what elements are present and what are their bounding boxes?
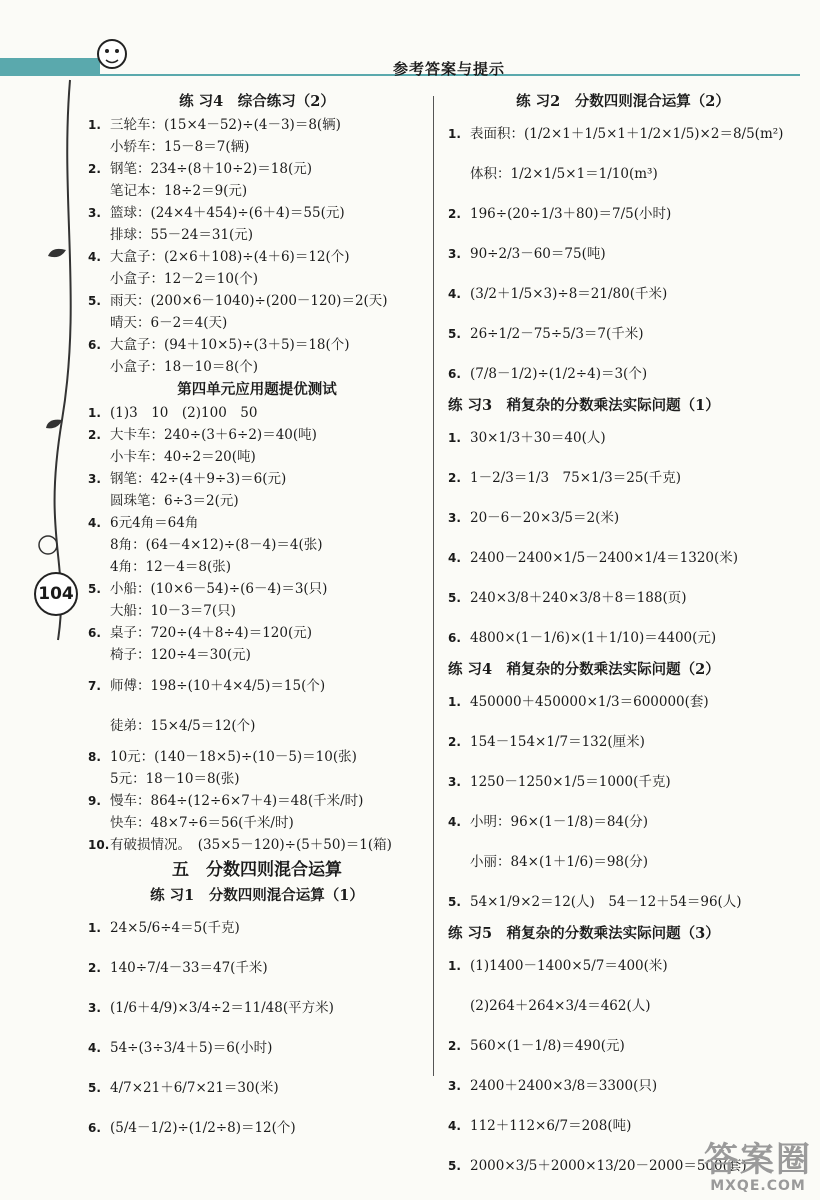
answer-item bbox=[88, 746, 426, 790]
answer-number: 9. bbox=[88, 794, 101, 808]
answer-item bbox=[88, 948, 426, 988]
answer-line: 54÷(3÷3/4＋5)＝6(小时) bbox=[110, 1040, 273, 1056]
answer-line: 450000＋450000×1/3＝600000(套) bbox=[470, 694, 709, 710]
answer-item bbox=[88, 334, 426, 378]
answer-number: 2. bbox=[448, 735, 461, 749]
answer-line: 6元4角＝64角 bbox=[110, 515, 199, 531]
answer-item bbox=[448, 234, 798, 274]
answer-number: 3. bbox=[88, 206, 101, 220]
answer-number: 1. bbox=[448, 695, 461, 709]
page-header-title: 参考答案与提示 bbox=[393, 60, 506, 78]
answer-item bbox=[448, 946, 798, 1026]
answer-item bbox=[448, 418, 798, 458]
answer-line: 椅子：120÷4＝30(元) bbox=[110, 647, 251, 663]
answer-number: 5. bbox=[448, 1159, 461, 1173]
answer-item bbox=[88, 1028, 426, 1068]
answer-item bbox=[448, 802, 798, 882]
answer-item bbox=[88, 402, 426, 424]
answer-number: 1. bbox=[448, 127, 461, 141]
answer-number: 5. bbox=[448, 327, 461, 341]
answer-item bbox=[448, 458, 798, 498]
answer-number: 4. bbox=[448, 551, 461, 565]
answer-line: 篮球：(24×4＋454)÷(6＋4)＝55(元) bbox=[110, 205, 345, 221]
page-number: 104 bbox=[34, 572, 78, 616]
answer-line: 26÷1/2－75÷5/3＝7(千米) bbox=[470, 326, 644, 342]
watermark-logo-text: 答案圈 bbox=[704, 1140, 812, 1180]
answer-line: 112＋112×6/7＝208(吨) bbox=[470, 1118, 632, 1134]
answer-item bbox=[448, 682, 798, 722]
answer-line: (1/6＋4/9)×3/4÷2＝11/48(平方米) bbox=[110, 1000, 334, 1016]
answer-number: 6. bbox=[88, 338, 101, 352]
answer-line: 4800×(1－1/6)×(1＋1/10)＝4400(元) bbox=[470, 630, 717, 646]
answer-item bbox=[448, 354, 798, 394]
answer-line: 4/7×21＋6/7×21＝30(米) bbox=[110, 1080, 279, 1096]
answer-number: 1. bbox=[448, 959, 461, 973]
answer-line: 小盒子：18－10＝8(个) bbox=[110, 359, 258, 375]
answer-number: 4. bbox=[448, 287, 461, 301]
answer-line: 560×(1－1/8)＝490(元) bbox=[470, 1038, 625, 1054]
section-heading: 第四单元应用题提优测试 bbox=[177, 381, 337, 398]
column-divider bbox=[433, 96, 434, 1076]
answer-item bbox=[88, 424, 426, 468]
answer-number: 3. bbox=[88, 1001, 101, 1015]
answer-item bbox=[88, 468, 426, 512]
mascot-icon bbox=[92, 32, 132, 76]
answer-number: 5. bbox=[88, 294, 101, 308]
section-heading: 五 分数四则混合运算 bbox=[172, 860, 342, 880]
answer-line: (3/2＋1/5×3)÷8＝21/80(千米) bbox=[470, 286, 668, 302]
answer-number: 2. bbox=[448, 207, 461, 221]
answer-line: 晴天：6－2＝4(天) bbox=[110, 315, 228, 331]
answer-number: 7. bbox=[88, 679, 101, 693]
answer-number: 1. bbox=[88, 118, 101, 132]
answer-line: 桌子：720÷(4＋8÷4)＝120(元) bbox=[110, 625, 312, 641]
answer-item bbox=[88, 202, 426, 246]
answer-item bbox=[88, 790, 426, 834]
answer-line: 1－2/3＝1/3 75×1/3＝25(千克) bbox=[470, 470, 681, 486]
answer-item bbox=[448, 1066, 798, 1106]
answer-line: 有破损情况。 (35×5－120)÷(5＋50)＝1(箱) bbox=[110, 837, 392, 853]
answer-item bbox=[448, 618, 798, 658]
answer-line: 小丽：84×(1＋1/6)＝98(分) bbox=[470, 854, 649, 870]
answer-line: 240×3/8＋240×3/8＋8＝188(页) bbox=[470, 590, 687, 606]
watermark-url: MXQE.COM bbox=[710, 1178, 806, 1194]
answer-item bbox=[448, 498, 798, 538]
answer-number: 6. bbox=[88, 626, 101, 640]
answer-item bbox=[448, 314, 798, 354]
answer-number: 2. bbox=[88, 961, 101, 975]
answer-item bbox=[88, 988, 426, 1028]
answer-number: 3. bbox=[448, 247, 461, 261]
answer-line: 196÷(20÷1/3＋80)＝7/5(小时) bbox=[470, 206, 672, 222]
answer-number: 5. bbox=[448, 895, 461, 909]
section-heading: 练 习5 稍复杂的分数乘法实际问题（3） bbox=[448, 925, 720, 942]
answer-item bbox=[448, 882, 798, 922]
answer-number: 3. bbox=[448, 1079, 461, 1093]
answer-line: 徒弟：15×4/5＝12(个) bbox=[110, 718, 256, 734]
answer-line: 表面积：(1/2×1＋1/5×1＋1/2×1/5)×2＝8/5(m²) bbox=[470, 126, 784, 142]
answer-line: (1)1400－1400×5/7＝400(米) bbox=[470, 958, 668, 974]
answer-line: 2400－2400×1/5－2400×1/4＝1320(米) bbox=[470, 550, 739, 566]
answer-item bbox=[448, 114, 798, 194]
section-heading: 练 习3 稍复杂的分数乘法实际问题（1） bbox=[448, 397, 720, 414]
answer-line: (7/8－1/2)÷(1/2÷4)＝3(个) bbox=[470, 366, 648, 382]
answer-line: 54×1/9×2＝12(人) 54－12＋54＝96(人) bbox=[470, 894, 742, 910]
answer-item bbox=[88, 908, 426, 948]
answer-line: 大船：10－3＝7(只) bbox=[110, 603, 236, 619]
answer-line: 快车：48×7÷6＝56(千米/时) bbox=[110, 815, 294, 831]
answer-number: 6. bbox=[448, 631, 461, 645]
answer-line: 2000×3/5＋2000×13/20－2000＝500(套) bbox=[470, 1158, 747, 1174]
answer-line: 小卡车：40÷2＝20(吨) bbox=[110, 449, 256, 465]
answer-number: 6. bbox=[88, 1121, 101, 1135]
answer-item bbox=[448, 722, 798, 762]
answer-line: 5元：18－10＝8(张) bbox=[110, 771, 240, 787]
answer-line: 体积：1/2×1/5×1＝1/10(m³) bbox=[470, 166, 658, 182]
answer-line: 20－6－20×3/5＝2(米) bbox=[470, 510, 620, 526]
answer-line: (2)264＋264×3/4＝462(人) bbox=[470, 998, 651, 1014]
answer-number: 10. bbox=[88, 838, 110, 852]
answer-line: 小船：(10×6－54)÷(6－4)＝3(只) bbox=[110, 581, 328, 597]
answer-line: 小盒子：12－2＝10(个) bbox=[110, 271, 258, 287]
answer-line: 笔记本：18÷2＝9(元) bbox=[110, 183, 248, 199]
section-heading: 练 习4 综合练习（2） bbox=[179, 93, 335, 110]
answer-number: 3. bbox=[448, 511, 461, 525]
answer-item bbox=[88, 512, 426, 578]
answer-item bbox=[88, 834, 426, 856]
left-column bbox=[88, 90, 426, 1148]
answer-number: 4. bbox=[88, 250, 101, 264]
answer-line: 小明：96×(1－1/8)＝84(分) bbox=[470, 814, 649, 830]
answer-number: 5. bbox=[88, 1081, 101, 1095]
answer-number: 2. bbox=[88, 162, 101, 176]
answer-line: 钢笔：234÷(8＋10÷2)＝18(元) bbox=[110, 161, 312, 177]
answer-line: 10元：(140－18×5)÷(10－5)＝10(张) bbox=[110, 749, 357, 765]
answer-item bbox=[448, 274, 798, 314]
answer-item bbox=[448, 578, 798, 618]
answer-number: 1. bbox=[88, 406, 101, 420]
answer-line: 大盒子：(2×6＋108)÷(4＋6)＝12(个) bbox=[110, 249, 350, 265]
answer-item bbox=[88, 290, 426, 334]
answer-number: 8. bbox=[88, 750, 101, 764]
answer-line: 1250－1250×1/5＝1000(千克) bbox=[470, 774, 671, 790]
answer-line: (5/4－1/2)÷(1/2÷8)＝12(个) bbox=[110, 1120, 296, 1136]
answer-item bbox=[88, 246, 426, 290]
answer-line: 圆珠笔：6÷3＝2(元) bbox=[110, 493, 239, 509]
answer-number: 1. bbox=[88, 921, 101, 935]
section-heading: 练 习4 稍复杂的分数乘法实际问题（2） bbox=[448, 661, 720, 678]
answer-line: 154－154×1/7＝132(厘米) bbox=[470, 734, 645, 750]
answer-item bbox=[88, 158, 426, 202]
answer-number: 5. bbox=[448, 591, 461, 605]
answer-line: 大盒子：(94＋10×5)÷(3＋5)＝18(个) bbox=[110, 337, 350, 353]
section-heading: 练 习1 分数四则混合运算（1） bbox=[150, 887, 364, 904]
answer-item bbox=[448, 538, 798, 578]
answer-number: 4. bbox=[88, 1041, 101, 1055]
answer-line: 140÷7/4－33＝47(千米) bbox=[110, 960, 268, 976]
answer-line: 90÷2/3－60＝75(吨) bbox=[470, 246, 606, 262]
answer-line: 小轿车：15－8＝7(辆) bbox=[110, 139, 250, 155]
answer-item bbox=[448, 194, 798, 234]
answer-number: 4. bbox=[88, 516, 101, 530]
answer-line: 钢笔：42÷(4＋9÷3)＝6(元) bbox=[110, 471, 287, 487]
answer-number: 2. bbox=[448, 1039, 461, 1053]
watermark bbox=[704, 1142, 812, 1194]
answer-number: 2. bbox=[88, 428, 101, 442]
answer-number: 1. bbox=[448, 431, 461, 445]
answer-number: 2. bbox=[448, 471, 461, 485]
answer-item bbox=[88, 1068, 426, 1108]
answer-line: (1)3 10 (2)100 50 bbox=[110, 405, 258, 421]
answer-line: 雨天：(200×6－1040)÷(200－120)＝2(天) bbox=[110, 293, 388, 309]
answer-line: 8角：(64－4×12)÷(8－4)＝4(张) bbox=[110, 537, 323, 553]
answer-line: 2400＋2400×3/8＝3300(只) bbox=[470, 1078, 658, 1094]
answer-number: 4. bbox=[448, 815, 461, 829]
answer-line: 30×1/3＋30＝40(人) bbox=[470, 430, 606, 446]
answer-line: 师傅：198÷(10＋4×4/5)＝15(个) bbox=[110, 678, 326, 694]
answer-number: 3. bbox=[88, 472, 101, 486]
answer-number: 6. bbox=[448, 367, 461, 381]
answer-line: 大卡车：240÷(3＋6÷2)＝40(吨) bbox=[110, 427, 317, 443]
answer-line: 三轮车：(15×4－52)÷(4－3)＝8(辆) bbox=[110, 117, 341, 133]
answer-item bbox=[448, 762, 798, 802]
answer-line: 慢车：864÷(12÷6×7＋4)＝48(千米/时) bbox=[110, 793, 364, 809]
answer-line: 排球：55－24＝31(元) bbox=[110, 227, 254, 243]
answer-item bbox=[88, 1108, 426, 1148]
answer-item bbox=[88, 622, 426, 666]
answer-line: 24×5/6÷4＝5(千克) bbox=[110, 920, 240, 936]
answer-number: 4. bbox=[448, 1119, 461, 1133]
answer-line: 4角：12－4＝8(张) bbox=[110, 559, 231, 575]
answer-item bbox=[448, 1026, 798, 1066]
right-column bbox=[448, 90, 798, 1186]
answer-item bbox=[88, 114, 426, 158]
answer-number: 3. bbox=[448, 775, 461, 789]
answer-item bbox=[88, 578, 426, 622]
section-heading: 练 习2 分数四则混合运算（2） bbox=[516, 93, 730, 110]
answer-number: 5. bbox=[88, 582, 101, 596]
answer-item bbox=[88, 666, 426, 746]
